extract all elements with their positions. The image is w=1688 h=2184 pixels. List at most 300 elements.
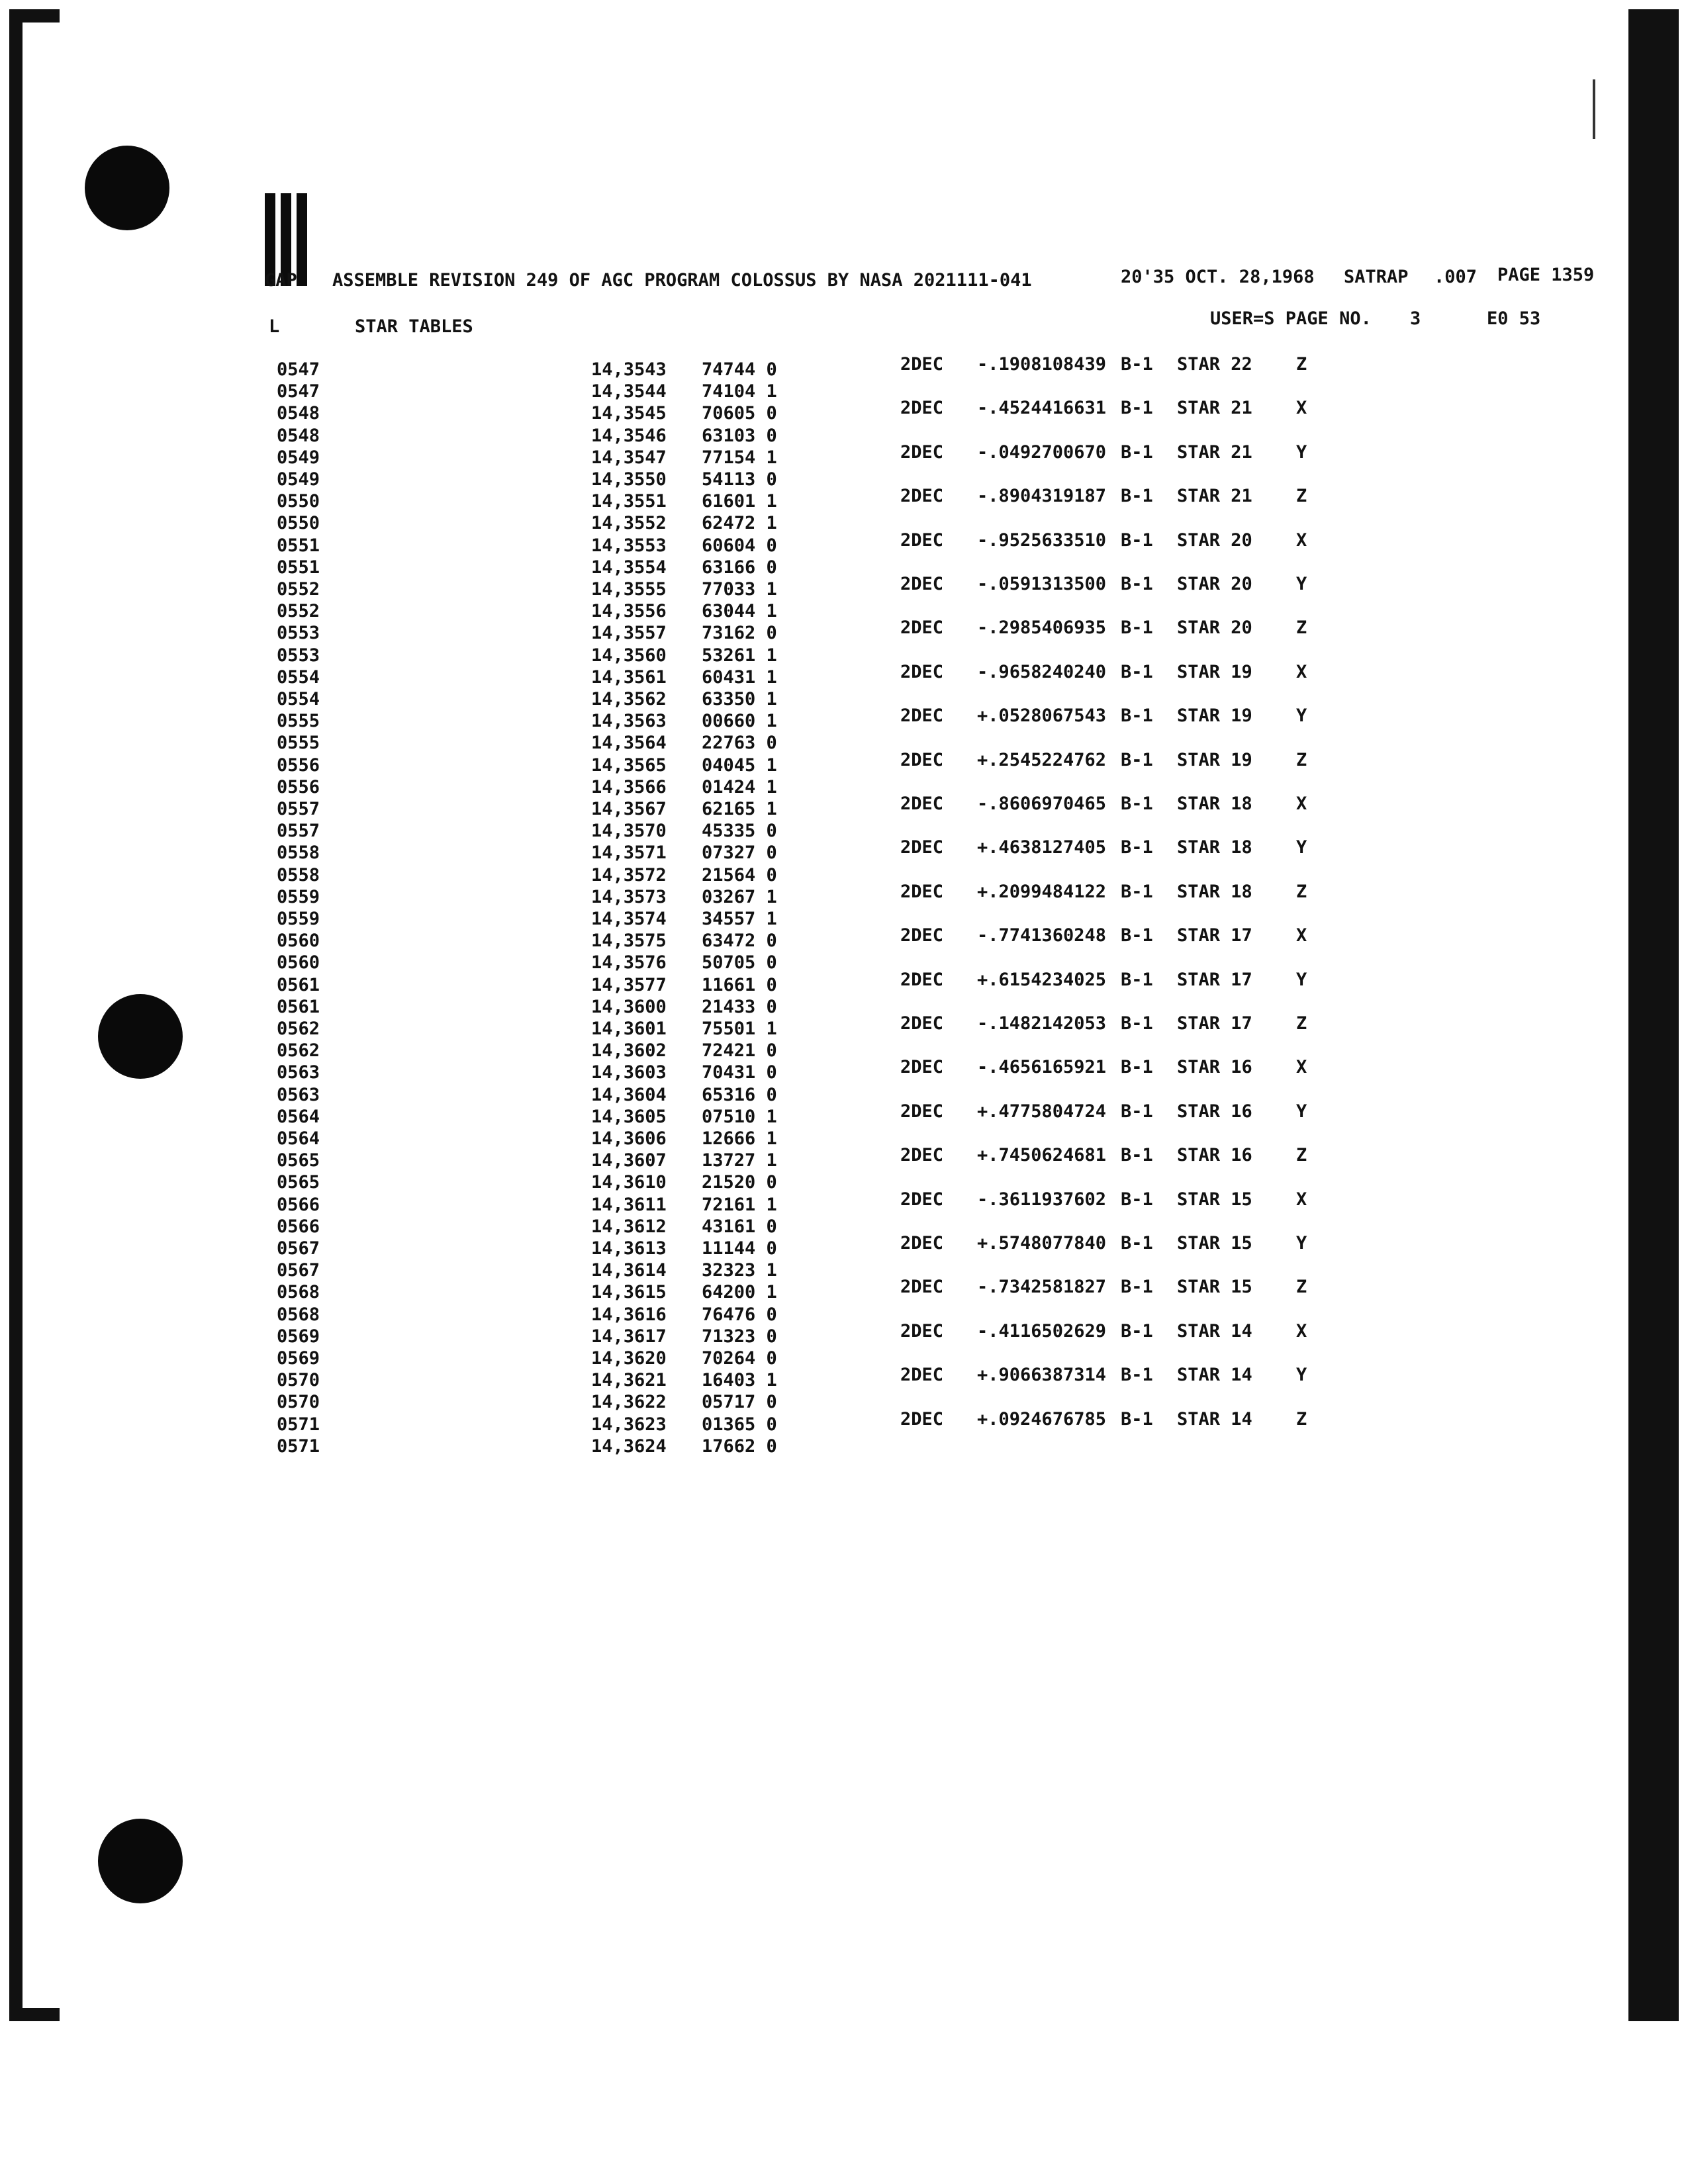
entry-opcode: 2DEC <box>900 441 944 463</box>
entry-star: STAR 18 <box>1177 837 1252 858</box>
row-address: 14,3605 <box>591 1106 667 1127</box>
row-address: 14,3543 <box>591 359 667 380</box>
row-location: 0550 <box>277 513 320 534</box>
entry-value: -.7741360248 <box>977 925 1107 946</box>
entry-value: -.8904319187 <box>977 486 1107 507</box>
star-vector-entry <box>0 398 1688 420</box>
section-title: STAR TABLES <box>355 316 473 337</box>
entry-value: -.2985406935 <box>977 617 1107 639</box>
row-octal-word: 63350 1 <box>702 689 777 709</box>
row-location: 0548 <box>277 425 320 446</box>
entry-bank: B-1 <box>1121 794 1153 814</box>
entry-star: STAR 15 <box>1177 1233 1252 1253</box>
entry-bank: B-1 <box>1121 1057 1153 1078</box>
row-address: 14,3600 <box>591 996 667 1017</box>
row-address: 14,3560 <box>591 645 667 666</box>
row-address: 14,3603 <box>591 1062 667 1083</box>
row-location: 0563 <box>277 1084 320 1105</box>
entry-opcode: 2DEC <box>900 574 944 594</box>
row-octal-word: 63044 1 <box>702 601 777 622</box>
row-octal-word: 77033 1 <box>702 579 777 600</box>
row-octal-word: 50705 0 <box>702 952 777 974</box>
entry-value: +.4775804724 <box>977 1101 1107 1122</box>
row-location: 0561 <box>277 996 320 1017</box>
row-location: 0570 <box>277 1370 320 1391</box>
row-address: 14,3564 <box>591 733 667 754</box>
row-address: 14,3574 <box>591 909 667 929</box>
entry-opcode: 2DEC <box>900 486 944 507</box>
row-location: 0550 <box>277 491 320 512</box>
row-octal-word: 63103 0 <box>702 425 777 446</box>
row-octal-word: 11144 0 <box>702 1238 777 1259</box>
entry-star: STAR 14 <box>1177 1320 1252 1342</box>
entry-axis: X <box>1296 529 1307 551</box>
entry-opcode: 2DEC <box>900 354 944 375</box>
header-title: ASSEMBLE REVISION 249 OF AGC PROGRAM COLOSSUS BY NASA 2021111-041 <box>332 270 1032 291</box>
row-address: 14,3561 <box>591 666 667 688</box>
row-location: 0566 <box>277 1216 320 1237</box>
row-address: 14,3624 <box>591 1435 667 1457</box>
row-octal-word: 63472 0 <box>702 931 777 952</box>
entry-bank: B-1 <box>1121 486 1153 507</box>
entry-bank: B-1 <box>1121 1013 1153 1034</box>
entry-opcode: 2DEC <box>900 1013 944 1034</box>
row-octal-word: 74104 1 <box>702 381 777 402</box>
entry-value: +.0528067543 <box>977 705 1107 727</box>
row-octal-word: 72161 1 <box>702 1194 777 1215</box>
row-address: 14,3577 <box>591 974 667 995</box>
entry-axis: Y <box>1296 1101 1307 1122</box>
star-vector-entry <box>0 1277 1688 1298</box>
l-marker: L <box>269 316 280 337</box>
row-octal-word: 60604 0 <box>702 535 777 556</box>
entry-value: +.2099484122 <box>977 881 1107 902</box>
entry-axis: X <box>1296 1057 1307 1078</box>
row-location: 0549 <box>277 447 320 468</box>
row-location: 0559 <box>277 886 320 907</box>
row-location: 0569 <box>277 1348 320 1369</box>
star-vector-entry <box>0 970 1688 991</box>
row-address: 14,3606 <box>591 1128 667 1149</box>
row-octal-word: 72421 0 <box>702 1040 777 1062</box>
row-address: 14,3562 <box>591 689 667 709</box>
row-address: 14,3557 <box>591 623 667 644</box>
entry-value: -.8606970465 <box>977 794 1107 814</box>
row-location: 0547 <box>277 359 320 380</box>
entry-value: +.7450624681 <box>977 1145 1107 1166</box>
entry-star: STAR 19 <box>1177 705 1252 727</box>
row-location: 0560 <box>277 952 320 974</box>
row-address: 14,3613 <box>591 1238 667 1259</box>
star-vector-entry <box>0 1189 1688 1211</box>
row-octal-word: 21433 0 <box>702 996 777 1017</box>
entry-bank: B-1 <box>1121 1277 1153 1298</box>
entry-star: STAR 16 <box>1177 1101 1252 1122</box>
entry-star: STAR 19 <box>1177 661 1252 682</box>
entry-opcode: 2DEC <box>900 529 944 551</box>
star-vector-entry <box>0 882 1688 903</box>
row-octal-word: 34557 1 <box>702 909 777 929</box>
row-octal-word: 01424 1 <box>702 776 777 797</box>
entry-bank: B-1 <box>1121 837 1153 858</box>
header-page: PAGE 1359 <box>1497 265 1595 285</box>
star-vector-entry <box>0 1365 1688 1387</box>
row-location: 0560 <box>277 931 320 952</box>
row-location: 0556 <box>277 776 320 797</box>
row-address: 14,3551 <box>591 491 667 512</box>
row-address: 14,3545 <box>591 403 667 424</box>
entry-opcode: 2DEC <box>900 1408 944 1430</box>
row-location: 0567 <box>277 1238 320 1259</box>
row-octal-word: 63166 0 <box>702 557 777 578</box>
entry-axis: X <box>1296 1320 1307 1342</box>
row-address: 14,3607 <box>591 1150 667 1171</box>
entry-axis: Y <box>1296 574 1307 594</box>
star-vector-entry <box>0 794 1688 815</box>
row-location: 0570 <box>277 1392 320 1413</box>
entry-star: STAR 21 <box>1177 441 1252 463</box>
entry-value: -.4656165921 <box>977 1057 1107 1078</box>
entry-opcode: 2DEC <box>900 969 944 990</box>
entry-opcode: 2DEC <box>900 925 944 946</box>
entry-bank: B-1 <box>1121 441 1153 463</box>
row-octal-word: 70431 0 <box>702 1062 777 1083</box>
row-octal-word: 07510 1 <box>702 1106 777 1127</box>
entry-bank: B-1 <box>1121 354 1153 375</box>
entry-opcode: 2DEC <box>900 1320 944 1342</box>
entry-value: +.2545224762 <box>977 749 1107 770</box>
entry-value: -.0492700670 <box>977 441 1107 463</box>
row-octal-word: 53261 1 <box>702 645 777 666</box>
row-octal-word: 17662 0 <box>702 1435 777 1457</box>
entry-axis: X <box>1296 398 1307 419</box>
punch-hole-top <box>85 146 169 230</box>
entry-star: STAR 18 <box>1177 881 1252 902</box>
entry-axis: Z <box>1296 1408 1307 1430</box>
row-location: 0547 <box>277 381 320 402</box>
entry-star: STAR 14 <box>1177 1365 1252 1386</box>
star-vector-entry <box>0 1233 1688 1255</box>
row-location: 0567 <box>277 1260 320 1281</box>
row-octal-word: 45335 0 <box>702 821 777 842</box>
punch-hole-bottom <box>98 1819 183 1903</box>
entry-opcode: 2DEC <box>900 881 944 902</box>
entry-bank: B-1 <box>1121 617 1153 639</box>
entry-value: -.4116502629 <box>977 1320 1107 1342</box>
star-vector-entry <box>0 354 1688 376</box>
entry-star: STAR 20 <box>1177 529 1252 551</box>
row-octal-word: 54113 0 <box>702 469 777 490</box>
entry-value: +.6154234025 <box>977 969 1107 990</box>
row-address: 14,3604 <box>591 1084 667 1105</box>
star-vector-entry <box>0 662 1688 684</box>
row-octal-word: 16403 1 <box>702 1370 777 1391</box>
header-satrap: SATRAP <box>1344 267 1409 287</box>
user-page-label: USER=S PAGE NO. <box>1210 308 1372 329</box>
row-octal-word: 70264 0 <box>702 1348 777 1369</box>
row-address: 14,3573 <box>591 886 667 907</box>
user-page-number: 3 <box>1410 308 1421 329</box>
entry-value: +.5748077840 <box>977 1233 1107 1253</box>
page-border-left-bottom <box>9 2008 60 2021</box>
entry-star: STAR 15 <box>1177 1189 1252 1210</box>
row-octal-word: 00660 1 <box>702 711 777 732</box>
row-address: 14,3563 <box>591 711 667 732</box>
listing-row <box>0 1436 1688 1458</box>
row-address: 14,3546 <box>591 425 667 446</box>
entry-star: STAR 17 <box>1177 1013 1252 1034</box>
row-location: 0553 <box>277 645 320 666</box>
row-octal-word: 04045 1 <box>702 754 777 776</box>
row-octal-word: 12666 1 <box>702 1128 777 1149</box>
row-address: 14,3620 <box>591 1348 667 1369</box>
row-address: 14,3602 <box>591 1040 667 1062</box>
row-location: 0571 <box>277 1414 320 1435</box>
entry-axis: Y <box>1296 705 1307 727</box>
row-address: 14,3617 <box>591 1326 667 1347</box>
row-octal-word: 70605 0 <box>702 403 777 424</box>
entry-value: +.4638127405 <box>977 837 1107 858</box>
row-octal-word: 60431 1 <box>702 666 777 688</box>
row-location: 0559 <box>277 909 320 929</box>
row-location: 0563 <box>277 1062 320 1083</box>
row-address: 14,3553 <box>591 535 667 556</box>
entry-opcode: 2DEC <box>900 1101 944 1122</box>
row-location: 0565 <box>277 1172 320 1193</box>
header-time-date: 20'35 OCT. 28,1968 <box>1121 267 1315 287</box>
entry-bank: B-1 <box>1121 1408 1153 1430</box>
entry-axis: X <box>1296 661 1307 682</box>
row-location: 0557 <box>277 821 320 842</box>
entry-star: STAR 15 <box>1177 1277 1252 1298</box>
entry-bank: B-1 <box>1121 1101 1153 1122</box>
entry-axis: Z <box>1296 749 1307 770</box>
entry-star: STAR 22 <box>1177 354 1252 375</box>
row-address: 14,3552 <box>591 513 667 534</box>
entry-axis: Z <box>1296 1145 1307 1166</box>
row-octal-word: 11661 0 <box>702 974 777 995</box>
entry-star: STAR 21 <box>1177 486 1252 507</box>
row-location: 0566 <box>277 1194 320 1215</box>
star-vector-entry <box>0 1101 1688 1123</box>
entry-bank: B-1 <box>1121 749 1153 770</box>
row-octal-word: 05717 0 <box>702 1392 777 1413</box>
entry-axis: Y <box>1296 1365 1307 1386</box>
row-location: 0562 <box>277 1040 320 1062</box>
row-address: 14,3571 <box>591 842 667 864</box>
entry-bank: B-1 <box>1121 574 1153 594</box>
row-location: 0562 <box>277 1019 320 1039</box>
entry-opcode: 2DEC <box>900 1233 944 1253</box>
row-address: 14,3614 <box>591 1260 667 1281</box>
star-vector-entry <box>0 530 1688 552</box>
row-address: 14,3612 <box>591 1216 667 1237</box>
entry-value: -.9525633510 <box>977 529 1107 551</box>
star-vector-entry <box>0 486 1688 508</box>
entry-value: -.9658240240 <box>977 661 1107 682</box>
entry-value: -.3611937602 <box>977 1189 1107 1210</box>
row-address: 14,3566 <box>591 776 667 797</box>
row-address: 14,3572 <box>591 864 667 886</box>
star-vector-entry <box>0 705 1688 727</box>
row-location: 0554 <box>277 689 320 709</box>
entry-bank: B-1 <box>1121 1233 1153 1253</box>
row-octal-word: 22763 0 <box>702 733 777 754</box>
row-octal-word: 21564 0 <box>702 864 777 886</box>
entry-opcode: 2DEC <box>900 1365 944 1386</box>
row-address: 14,3556 <box>591 601 667 622</box>
entry-axis: X <box>1296 1189 1307 1210</box>
row-location: 0556 <box>277 754 320 776</box>
entry-bank: B-1 <box>1121 661 1153 682</box>
entry-opcode: 2DEC <box>900 794 944 814</box>
star-vector-entry <box>0 750 1688 772</box>
entry-axis: Y <box>1296 969 1307 990</box>
entry-opcode: 2DEC <box>900 837 944 858</box>
entry-star: STAR 20 <box>1177 617 1252 639</box>
entry-value: -.7342581827 <box>977 1277 1107 1298</box>
row-address: 14,3601 <box>591 1019 667 1039</box>
entry-bank: B-1 <box>1121 881 1153 902</box>
row-location: 0568 <box>277 1282 320 1303</box>
entry-bank: B-1 <box>1121 1145 1153 1166</box>
row-address: 14,3616 <box>591 1304 667 1325</box>
entry-axis: Z <box>1296 881 1307 902</box>
row-octal-word: 71323 0 <box>702 1326 777 1347</box>
row-location: 0557 <box>277 799 320 819</box>
entry-bank: B-1 <box>1121 1365 1153 1386</box>
entry-bank: B-1 <box>1121 969 1153 990</box>
row-octal-word: 75501 1 <box>702 1019 777 1039</box>
row-address: 14,3575 <box>591 931 667 952</box>
row-address: 14,3622 <box>591 1392 667 1413</box>
row-octal-word: 62472 1 <box>702 513 777 534</box>
entry-star: STAR 17 <box>1177 925 1252 946</box>
row-location: 0552 <box>277 579 320 600</box>
row-location: 0571 <box>277 1435 320 1457</box>
entry-axis: X <box>1296 794 1307 814</box>
entry-opcode: 2DEC <box>900 1277 944 1298</box>
row-octal-word: 03267 1 <box>702 886 777 907</box>
star-vector-entry <box>0 925 1688 947</box>
row-location: 0558 <box>277 864 320 886</box>
row-address: 14,3544 <box>591 381 667 402</box>
entry-value: +.0924676785 <box>977 1408 1107 1430</box>
entry-value: -.4524416631 <box>977 398 1107 419</box>
row-location: 0568 <box>277 1304 320 1325</box>
entry-star: STAR 18 <box>1177 794 1252 814</box>
entry-value: -.0591313500 <box>977 574 1107 594</box>
row-address: 14,3555 <box>591 579 667 600</box>
row-address: 14,3576 <box>591 952 667 974</box>
row-address: 14,3611 <box>591 1194 667 1215</box>
entry-axis: Y <box>1296 441 1307 463</box>
row-location: 0569 <box>277 1326 320 1347</box>
entry-value: -.1482142053 <box>977 1013 1107 1034</box>
row-octal-word: 74744 0 <box>702 359 777 380</box>
entry-axis: Z <box>1296 354 1307 375</box>
row-location: 0549 <box>277 469 320 490</box>
entry-bank: B-1 <box>1121 705 1153 727</box>
entry-axis: Y <box>1296 837 1307 858</box>
star-vector-entry <box>0 574 1688 596</box>
row-octal-word: 01365 0 <box>702 1414 777 1435</box>
row-location: 0554 <box>277 666 320 688</box>
entry-star: STAR 14 <box>1177 1408 1252 1430</box>
row-octal-word: 32323 1 <box>702 1260 777 1281</box>
entry-bank: B-1 <box>1121 398 1153 419</box>
row-address: 14,3567 <box>591 799 667 819</box>
row-octal-word: 21520 0 <box>702 1172 777 1193</box>
header-code: .007 <box>1434 267 1477 287</box>
row-address: 14,3621 <box>591 1370 667 1391</box>
entry-axis: X <box>1296 925 1307 946</box>
entry-axis: Z <box>1296 1277 1307 1298</box>
entry-value: -.1908108439 <box>977 354 1107 375</box>
entry-star: STAR 19 <box>1177 749 1252 770</box>
row-octal-word: 61601 1 <box>702 491 777 512</box>
row-location: 0553 <box>277 623 320 644</box>
row-location: 0565 <box>277 1150 320 1171</box>
entry-value: +.9066387314 <box>977 1365 1107 1386</box>
star-vector-entry <box>0 837 1688 859</box>
entry-axis: Z <box>1296 1013 1307 1034</box>
row-location: 0551 <box>277 557 320 578</box>
row-address: 14,3615 <box>591 1282 667 1303</box>
row-location: 0548 <box>277 403 320 424</box>
entry-axis: Y <box>1296 1233 1307 1253</box>
entry-star: STAR 21 <box>1177 398 1252 419</box>
entry-opcode: 2DEC <box>900 705 944 727</box>
row-address: 14,3565 <box>591 754 667 776</box>
row-location: 0555 <box>277 711 320 732</box>
star-vector-entry <box>0 1409 1688 1431</box>
row-address: 14,3570 <box>591 821 667 842</box>
row-octal-word: 13727 1 <box>702 1150 777 1171</box>
entry-axis: Z <box>1296 617 1307 639</box>
entry-opcode: 2DEC <box>900 1145 944 1166</box>
row-octal-word: 77154 1 <box>702 447 777 468</box>
entry-bank: B-1 <box>1121 1320 1153 1342</box>
entry-opcode: 2DEC <box>900 749 944 770</box>
row-location: 0555 <box>277 733 320 754</box>
entry-opcode: 2DEC <box>900 1057 944 1078</box>
margin-mark <box>1593 79 1595 139</box>
star-vector-entry <box>0 442 1688 464</box>
entry-opcode: 2DEC <box>900 617 944 639</box>
row-location: 0551 <box>277 535 320 556</box>
entry-star: STAR 20 <box>1177 574 1252 594</box>
row-location: 0552 <box>277 601 320 622</box>
entry-bank: B-1 <box>1121 1189 1153 1210</box>
entry-star: STAR 17 <box>1177 969 1252 990</box>
row-address: 14,3623 <box>591 1414 667 1435</box>
page-border-left-top <box>9 9 60 23</box>
row-octal-word: 43161 0 <box>702 1216 777 1237</box>
row-address: 14,3554 <box>591 557 667 578</box>
star-vector-entry <box>0 617 1688 639</box>
entry-star: STAR 16 <box>1177 1057 1252 1078</box>
row-address: 14,3550 <box>591 469 667 490</box>
entry-opcode: 2DEC <box>900 1189 944 1210</box>
entry-opcode: 2DEC <box>900 661 944 682</box>
star-vector-entry <box>0 1013 1688 1035</box>
star-vector-entry <box>0 1057 1688 1079</box>
entry-star: STAR 16 <box>1177 1145 1252 1166</box>
star-vector-entry <box>0 1145 1688 1167</box>
row-address: 14,3610 <box>591 1172 667 1193</box>
entry-opcode: 2DEC <box>900 398 944 419</box>
